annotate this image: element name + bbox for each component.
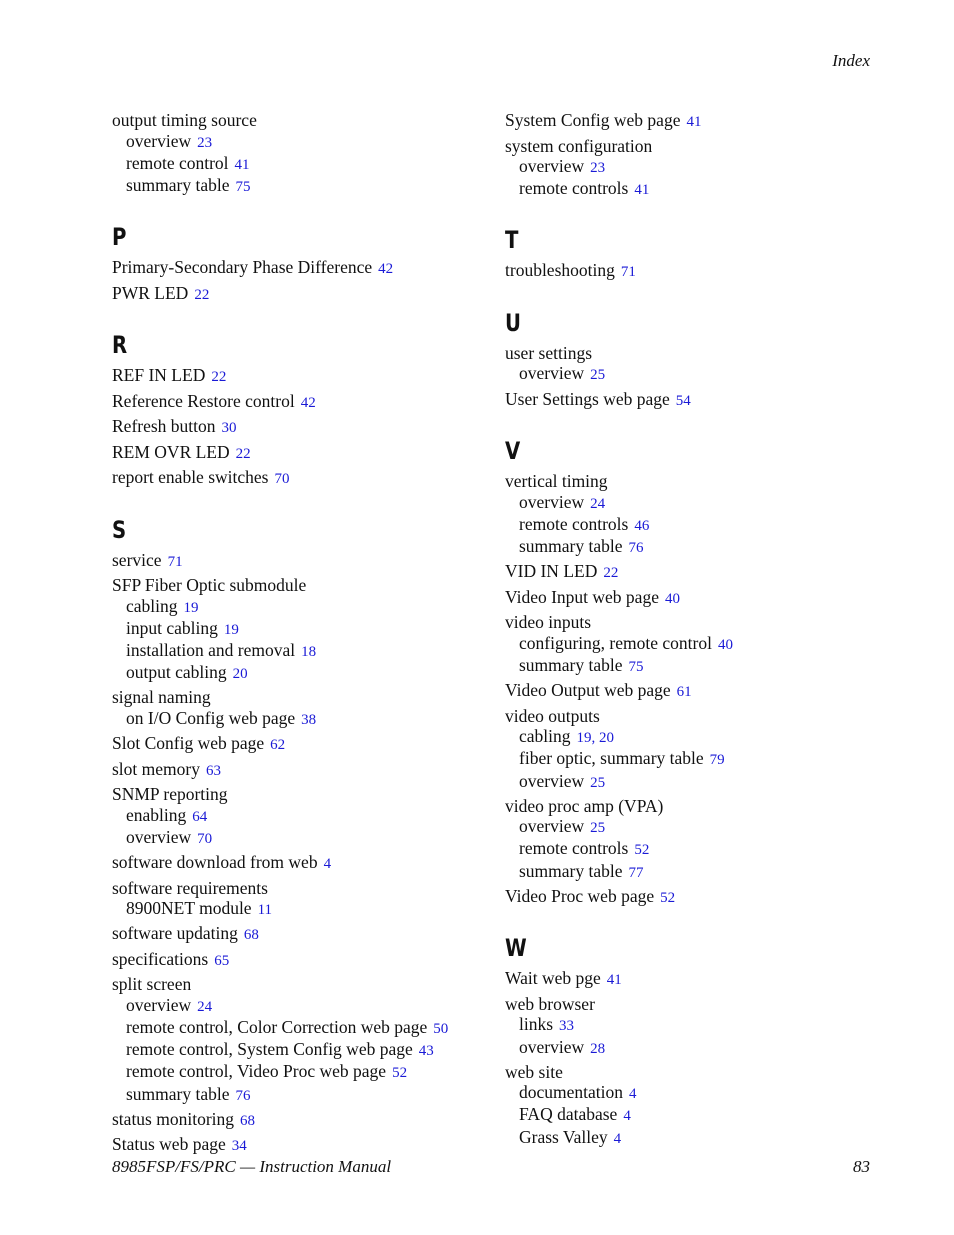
subentry-term: FAQ database bbox=[519, 1104, 618, 1125]
entry-term: SNMP reporting bbox=[112, 784, 228, 805]
subentry-term: cabling bbox=[519, 726, 571, 747]
subentry-term: overview bbox=[519, 491, 585, 512]
footer-title: 8985FSP/FS/PRC — Instruction Manual bbox=[112, 1157, 392, 1176]
page-link[interactable]: 75 bbox=[235, 178, 251, 195]
subentry-term: overview bbox=[519, 770, 585, 791]
index-entry bbox=[505, 612, 890, 633]
index-entry bbox=[112, 974, 497, 995]
index-subentry bbox=[505, 726, 890, 748]
subentry-term: cabling bbox=[126, 595, 178, 616]
subentry-term: links bbox=[519, 1014, 554, 1035]
index-subentry bbox=[112, 1084, 497, 1106]
entry-term: SFP Fiber Optic submodule bbox=[112, 575, 307, 596]
section-letter: T bbox=[505, 226, 519, 255]
page-link[interactable]: 40 bbox=[717, 636, 733, 653]
entry-term: REF IN LED bbox=[112, 365, 206, 386]
page-link[interactable]: 41 bbox=[634, 182, 650, 199]
page-link[interactable]: 22 bbox=[194, 286, 210, 303]
index-subentry bbox=[505, 748, 890, 770]
index-subentry bbox=[505, 633, 890, 655]
entry-term: Reference Restore control bbox=[112, 390, 295, 411]
subentry-term: documentation bbox=[519, 1082, 624, 1103]
index-subentry bbox=[112, 662, 497, 684]
index-subentry bbox=[112, 153, 497, 175]
index-subentry bbox=[505, 1037, 890, 1059]
index-entry bbox=[112, 852, 497, 875]
index-subentry bbox=[505, 536, 890, 558]
entry-term: REM OVR LED bbox=[112, 441, 230, 462]
subentry-term: remote control bbox=[126, 152, 229, 173]
page-link[interactable]: 52 bbox=[660, 889, 676, 906]
index-entry bbox=[505, 994, 890, 1015]
subentry-term: overview bbox=[126, 826, 192, 847]
index-subentry bbox=[505, 861, 890, 883]
index-entry bbox=[505, 968, 890, 991]
index-section bbox=[112, 333, 497, 490]
entry-term: software requirements bbox=[112, 877, 268, 898]
page-link[interactable]: 75 bbox=[628, 658, 644, 675]
index-subentry bbox=[112, 618, 497, 640]
index-section bbox=[112, 110, 497, 197]
subentry-term: overview bbox=[519, 816, 585, 837]
index-entry bbox=[112, 257, 497, 280]
subentry-term: remote control, Video Proc web page bbox=[126, 1061, 387, 1082]
page-link[interactable]: 71 bbox=[167, 553, 183, 570]
subentry-term: remote control, System Config web page bbox=[126, 1039, 413, 1060]
index-section bbox=[112, 225, 497, 305]
index-subentry bbox=[505, 363, 890, 385]
index-subentry bbox=[505, 771, 890, 793]
index-entry bbox=[505, 706, 890, 727]
page-link[interactable]: 52 bbox=[634, 842, 650, 859]
index-entry bbox=[505, 136, 890, 157]
entry-term: status monitoring bbox=[112, 1108, 235, 1129]
index-entry bbox=[112, 575, 497, 596]
entry-term: Video Output web page bbox=[505, 680, 671, 701]
entry-term: vertical timing bbox=[505, 471, 608, 492]
index-entry bbox=[505, 796, 890, 817]
index-entry bbox=[112, 365, 497, 388]
page-link[interactable]: 62 bbox=[270, 737, 286, 754]
index-subentry bbox=[505, 655, 890, 677]
entry-term: Video Proc web page bbox=[505, 885, 655, 906]
page-link[interactable]: 4 bbox=[323, 856, 332, 873]
entry-term: web site bbox=[505, 1061, 563, 1082]
page-link[interactable]: 22 bbox=[603, 565, 619, 582]
page-link[interactable]: 28 bbox=[590, 1040, 606, 1057]
index-entry bbox=[112, 110, 497, 131]
index-subentry bbox=[112, 805, 497, 827]
index-subentry bbox=[505, 178, 890, 200]
entry-term: slot memory bbox=[112, 758, 200, 779]
index-entry bbox=[505, 1062, 890, 1083]
index-section bbox=[505, 439, 890, 908]
page-link[interactable]: 71 bbox=[620, 264, 636, 281]
entry-term: split screen bbox=[112, 974, 192, 995]
page-link[interactable]: 19 bbox=[183, 599, 199, 616]
page-link[interactable]: 54 bbox=[675, 392, 691, 409]
entry-term: software download from web bbox=[112, 852, 318, 873]
subentry-term: remote controls bbox=[519, 178, 629, 199]
entry-term: troubleshooting bbox=[505, 260, 615, 281]
index-section bbox=[505, 110, 890, 200]
page-link[interactable]: 46 bbox=[634, 517, 650, 534]
page-link[interactable]: 52 bbox=[392, 1065, 408, 1082]
section-letter: W bbox=[505, 934, 527, 963]
subentry-term: enabling bbox=[126, 804, 187, 825]
index-subentry bbox=[112, 175, 497, 197]
index-entry bbox=[505, 110, 890, 133]
page-link[interactable]: 70 bbox=[274, 471, 290, 488]
index-entry bbox=[505, 343, 890, 364]
subentry-term: fiber optic, summary table bbox=[519, 748, 704, 769]
subentry-term: overview bbox=[519, 1036, 585, 1057]
page-link[interactable]: 19, 20 bbox=[576, 730, 615, 747]
entry-term: Primary-Secondary Phase Difference bbox=[112, 257, 373, 278]
entry-term: User Settings web page bbox=[505, 388, 670, 409]
index-entry bbox=[112, 283, 497, 306]
index-entry bbox=[505, 886, 890, 909]
subentry-term: summary table bbox=[519, 536, 623, 557]
entry-term: service bbox=[112, 549, 162, 570]
entry-term: PWR LED bbox=[112, 282, 189, 303]
index-entry bbox=[505, 561, 890, 584]
subentry-term: output cabling bbox=[126, 662, 227, 683]
entry-term: web browser bbox=[505, 993, 595, 1014]
subentry-term: summary table bbox=[519, 860, 623, 881]
subentry-term: 8900NET module bbox=[126, 898, 252, 919]
index-entry bbox=[112, 416, 497, 439]
page-link[interactable]: 76 bbox=[628, 540, 644, 557]
index-subentry bbox=[505, 1082, 890, 1104]
index-entry bbox=[112, 442, 497, 465]
entry-term: specifications bbox=[112, 948, 209, 969]
page-link[interactable]: 19 bbox=[223, 621, 239, 638]
subentry-term: input cabling bbox=[126, 617, 218, 638]
index-subentry bbox=[505, 1127, 890, 1149]
page-link[interactable]: 77 bbox=[628, 864, 644, 881]
index-entry bbox=[505, 680, 890, 703]
page-link[interactable]: 65 bbox=[214, 952, 230, 969]
index-entry bbox=[112, 391, 497, 414]
index-subentry bbox=[112, 1061, 497, 1083]
page-link[interactable]: 42 bbox=[378, 261, 394, 278]
page-link[interactable]: 79 bbox=[709, 752, 725, 769]
page-link[interactable]: 43 bbox=[418, 1043, 434, 1060]
section-letter: R bbox=[112, 331, 128, 360]
page-link[interactable]: 22 bbox=[211, 369, 227, 386]
index-column-right bbox=[505, 107, 890, 1149]
index-subentry bbox=[112, 708, 497, 730]
page-link[interactable]: 4 bbox=[629, 1086, 637, 1103]
index-subentry bbox=[112, 131, 497, 153]
subentry-term: overview bbox=[126, 994, 192, 1015]
index-section bbox=[112, 515, 497, 1157]
page-link[interactable]: 68 bbox=[243, 927, 259, 944]
page-link[interactable]: 11 bbox=[257, 902, 273, 919]
page-link[interactable]: 41 bbox=[234, 156, 250, 173]
page-link[interactable]: 42 bbox=[300, 394, 316, 411]
index-entry bbox=[112, 1109, 497, 1132]
entry-term: system configuration bbox=[505, 135, 653, 156]
index-subentry bbox=[112, 1039, 497, 1061]
index-entry bbox=[112, 550, 497, 573]
page-link[interactable]: 4 bbox=[623, 1108, 631, 1125]
index-entry bbox=[112, 467, 497, 490]
page-link[interactable]: 23 bbox=[197, 134, 213, 151]
page-link[interactable]: 38 bbox=[301, 711, 317, 728]
subentry-term: overview bbox=[519, 156, 585, 176]
index-entry bbox=[112, 878, 497, 899]
subentry-term: installation and removal bbox=[126, 640, 296, 661]
index-entry bbox=[112, 759, 497, 782]
index-entry bbox=[112, 784, 497, 805]
index-section bbox=[505, 308, 890, 411]
entry-term: user settings bbox=[505, 342, 593, 363]
subentry-term: remote controls bbox=[519, 513, 629, 534]
section-letter: P bbox=[112, 223, 127, 252]
page-link[interactable]: 61 bbox=[676, 684, 692, 701]
page-link[interactable]: 41 bbox=[686, 114, 702, 130]
page-link[interactable]: 24 bbox=[197, 998, 213, 1015]
index-subentry bbox=[112, 596, 497, 618]
page-link[interactable]: 63 bbox=[205, 762, 221, 779]
index-entry bbox=[112, 949, 497, 972]
index-entry bbox=[112, 1134, 497, 1157]
index-subentry bbox=[505, 514, 890, 536]
subentry-term: on I/O Config web page bbox=[126, 707, 296, 728]
page-link[interactable]: 41 bbox=[606, 972, 622, 989]
index-subentry bbox=[505, 816, 890, 838]
page-number: 83 bbox=[853, 1157, 870, 1176]
index-subentry bbox=[112, 827, 497, 849]
entry-term: output timing source bbox=[112, 110, 257, 130]
page-link[interactable]: 64 bbox=[192, 808, 208, 825]
index-subentry bbox=[505, 156, 890, 178]
entry-term: System Config web page bbox=[505, 110, 681, 130]
entry-term: video proc amp (VPA) bbox=[505, 795, 664, 816]
entry-term: software updating bbox=[112, 923, 238, 944]
page-link[interactable]: 70 bbox=[197, 830, 213, 847]
entry-term: Refresh button bbox=[112, 416, 216, 437]
subentry-term: overview bbox=[519, 363, 585, 384]
page-link[interactable]: 30 bbox=[221, 420, 237, 437]
index-subentry bbox=[505, 1104, 890, 1126]
index-section bbox=[505, 936, 890, 1149]
index-entry bbox=[112, 923, 497, 946]
page-link[interactable]: 76 bbox=[235, 1087, 251, 1104]
section-letter: S bbox=[112, 515, 127, 544]
index-subentry bbox=[505, 838, 890, 860]
entry-term: Video Input web page bbox=[505, 586, 659, 607]
subentry-term: remote controls bbox=[519, 838, 629, 859]
page-link[interactable]: 22 bbox=[235, 445, 251, 462]
index-subentry bbox=[112, 898, 497, 920]
section-letter: V bbox=[505, 437, 521, 466]
entry-term: video outputs bbox=[505, 705, 600, 726]
index-column-left bbox=[112, 107, 497, 1157]
subentry-term: remote control, Color Correction web page bbox=[126, 1016, 428, 1037]
page-link[interactable]: 24 bbox=[590, 495, 606, 512]
index-entry bbox=[112, 733, 497, 756]
page-link[interactable]: 68 bbox=[240, 1112, 256, 1129]
index-entry bbox=[112, 687, 497, 708]
entry-term: report enable switches bbox=[112, 467, 269, 488]
entry-term: Status web page bbox=[112, 1134, 226, 1155]
entry-term: Slot Config web page bbox=[112, 733, 265, 754]
index-subentry bbox=[112, 640, 497, 662]
page-link[interactable]: 50 bbox=[433, 1020, 449, 1037]
page-link[interactable]: 18 bbox=[301, 644, 317, 661]
subentry-term: summary table bbox=[126, 1083, 230, 1104]
subentry-term: summary table bbox=[126, 174, 230, 195]
index-subentry bbox=[112, 995, 497, 1017]
entry-term: Wait web pge bbox=[505, 968, 601, 989]
subentry-term: configuring, remote control bbox=[519, 632, 712, 653]
subentry-term: Grass Valley bbox=[519, 1126, 608, 1147]
index-subentry bbox=[505, 1014, 890, 1036]
index-entry bbox=[505, 260, 890, 283]
page-link[interactable]: 25 bbox=[590, 774, 606, 791]
running-header: Index bbox=[832, 51, 870, 70]
subentry-term: overview bbox=[126, 130, 192, 151]
entry-term: VID IN LED bbox=[505, 561, 598, 582]
index-subentry bbox=[112, 1017, 497, 1039]
page-link[interactable]: 23 bbox=[590, 160, 606, 176]
entry-term: signal naming bbox=[112, 687, 211, 708]
index-entry bbox=[505, 587, 890, 610]
page-link[interactable]: 20 bbox=[232, 666, 248, 683]
page-link[interactable]: 33 bbox=[559, 1018, 575, 1035]
page-link[interactable]: 4 bbox=[613, 1130, 622, 1147]
index-subentry bbox=[505, 492, 890, 514]
page-link[interactable]: 25 bbox=[590, 820, 606, 837]
subentry-term: summary table bbox=[519, 654, 623, 675]
entry-term: video inputs bbox=[505, 612, 592, 633]
index-entry bbox=[505, 471, 890, 492]
page-link[interactable]: 40 bbox=[664, 590, 680, 607]
page-link[interactable]: 25 bbox=[590, 367, 606, 384]
section-letter: U bbox=[505, 308, 521, 337]
page-link[interactable]: 34 bbox=[231, 1138, 247, 1155]
index-entry bbox=[505, 389, 890, 412]
index-section bbox=[505, 228, 890, 283]
